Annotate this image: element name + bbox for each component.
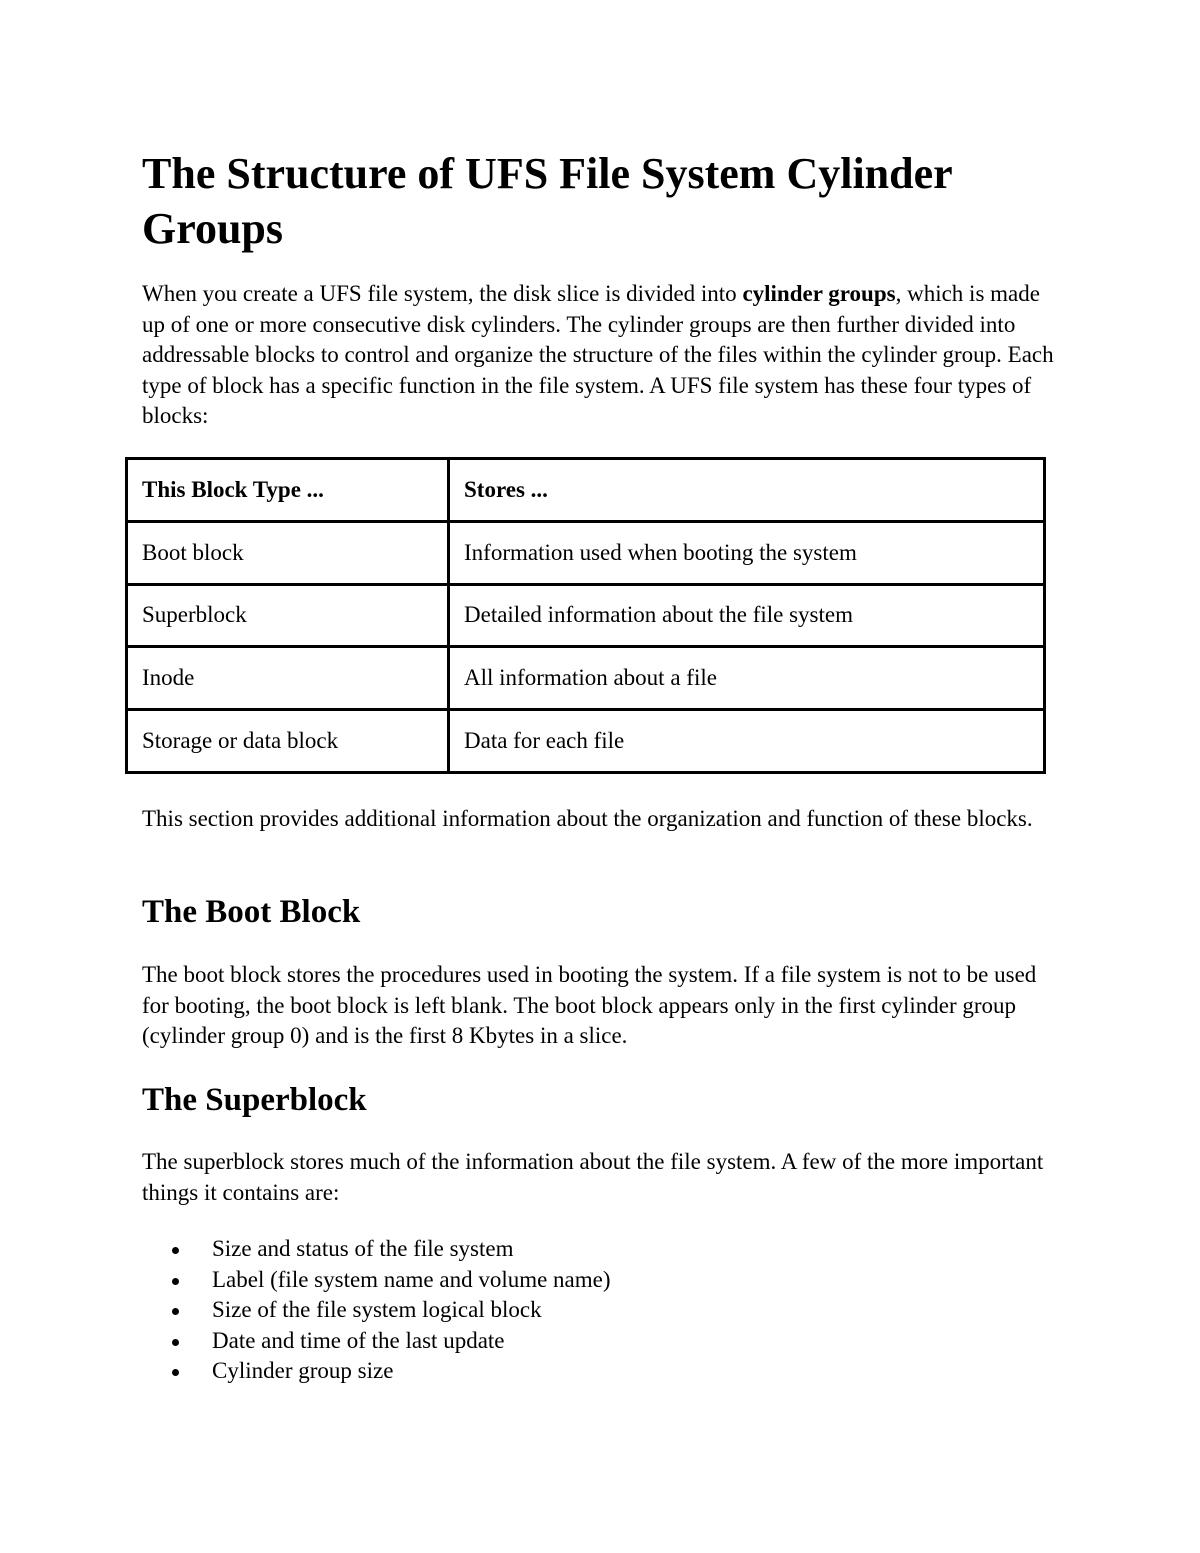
page-title: The Structure of UFS File System Cylinder Groups [142, 149, 952, 253]
list-item-text: Size of the file system logical block [212, 1297, 542, 1322]
bullet-icon [172, 1278, 179, 1285]
intro-text-end: , which is made up of one or more consecutive disk cylinders. The cylinder groups are then further divided into addressable blocks to control and organize the structure of the files within the cylinder group. Each type of block has a specific function in the file system. A UFS file system has these four types of blocks: [142, 281, 1054, 428]
section-heading-superblock: The Superblock [142, 1082, 367, 1118]
table-row [127, 710, 1045, 773]
superblock-paragraph: The superblock stores much of the information about the file system. A few of the more important things it contains are: [142, 1149, 1044, 1205]
table-cell: Inode [127, 647, 449, 710]
section-heading-boot-block: The Boot Block [142, 894, 361, 930]
bullet-icon [172, 1339, 179, 1346]
table-header-row [127, 459, 1045, 522]
list-item [142, 1326, 611, 1357]
list-item [142, 1356, 611, 1387]
table-cell: Boot block [127, 521, 449, 584]
intro-paragraph [142, 279, 1062, 432]
block-types-table [125, 457, 1046, 774]
table-row [127, 647, 1045, 710]
intro-bold-term: cylinder groups [742, 281, 896, 306]
list-item [142, 1265, 611, 1296]
bullet-icon [172, 1247, 179, 1254]
superblock-contents-list [142, 1234, 611, 1387]
list-item [142, 1234, 611, 1265]
table-cell: Storage or data block [127, 710, 449, 773]
list-item-text: Date and time of the last update [212, 1327, 505, 1353]
table-row [127, 521, 1045, 584]
list-item-text: Cylinder group size [212, 1358, 394, 1383]
table-header-cell: This Block Type ... [127, 459, 449, 522]
table-cell: All information about a file [449, 647, 1045, 710]
table-cell: Data for each file [449, 710, 1045, 773]
list-item [142, 1295, 611, 1326]
list-item-text: Label (file system name and volume name) [212, 1266, 611, 1292]
bullet-icon [172, 1369, 179, 1376]
table-cell: Detailed information about the file system [449, 584, 1045, 647]
table-header-cell: Stores ... [449, 459, 1045, 522]
bullet-icon [172, 1308, 179, 1315]
after-table-paragraph: This section provides additional information about the organization and function of these blocks. [142, 806, 1033, 831]
intro-text-start: When you create a UFS file system, the disk slice is divided into [142, 281, 743, 306]
boot-block-paragraph: The boot block stores the procedures used in booting the system. If a file system is not to be used for booting, the boot block is left blank. The boot block appears only in the first cylinder group (cylinder group 0) and is the first 8 Kbytes in a slice. [142, 962, 1037, 1048]
table-cell: Superblock [127, 584, 449, 647]
table-row [127, 584, 1045, 647]
table-cell: Information used when booting the system [449, 521, 1045, 584]
list-item-text: Size and status of the file system [212, 1236, 514, 1261]
